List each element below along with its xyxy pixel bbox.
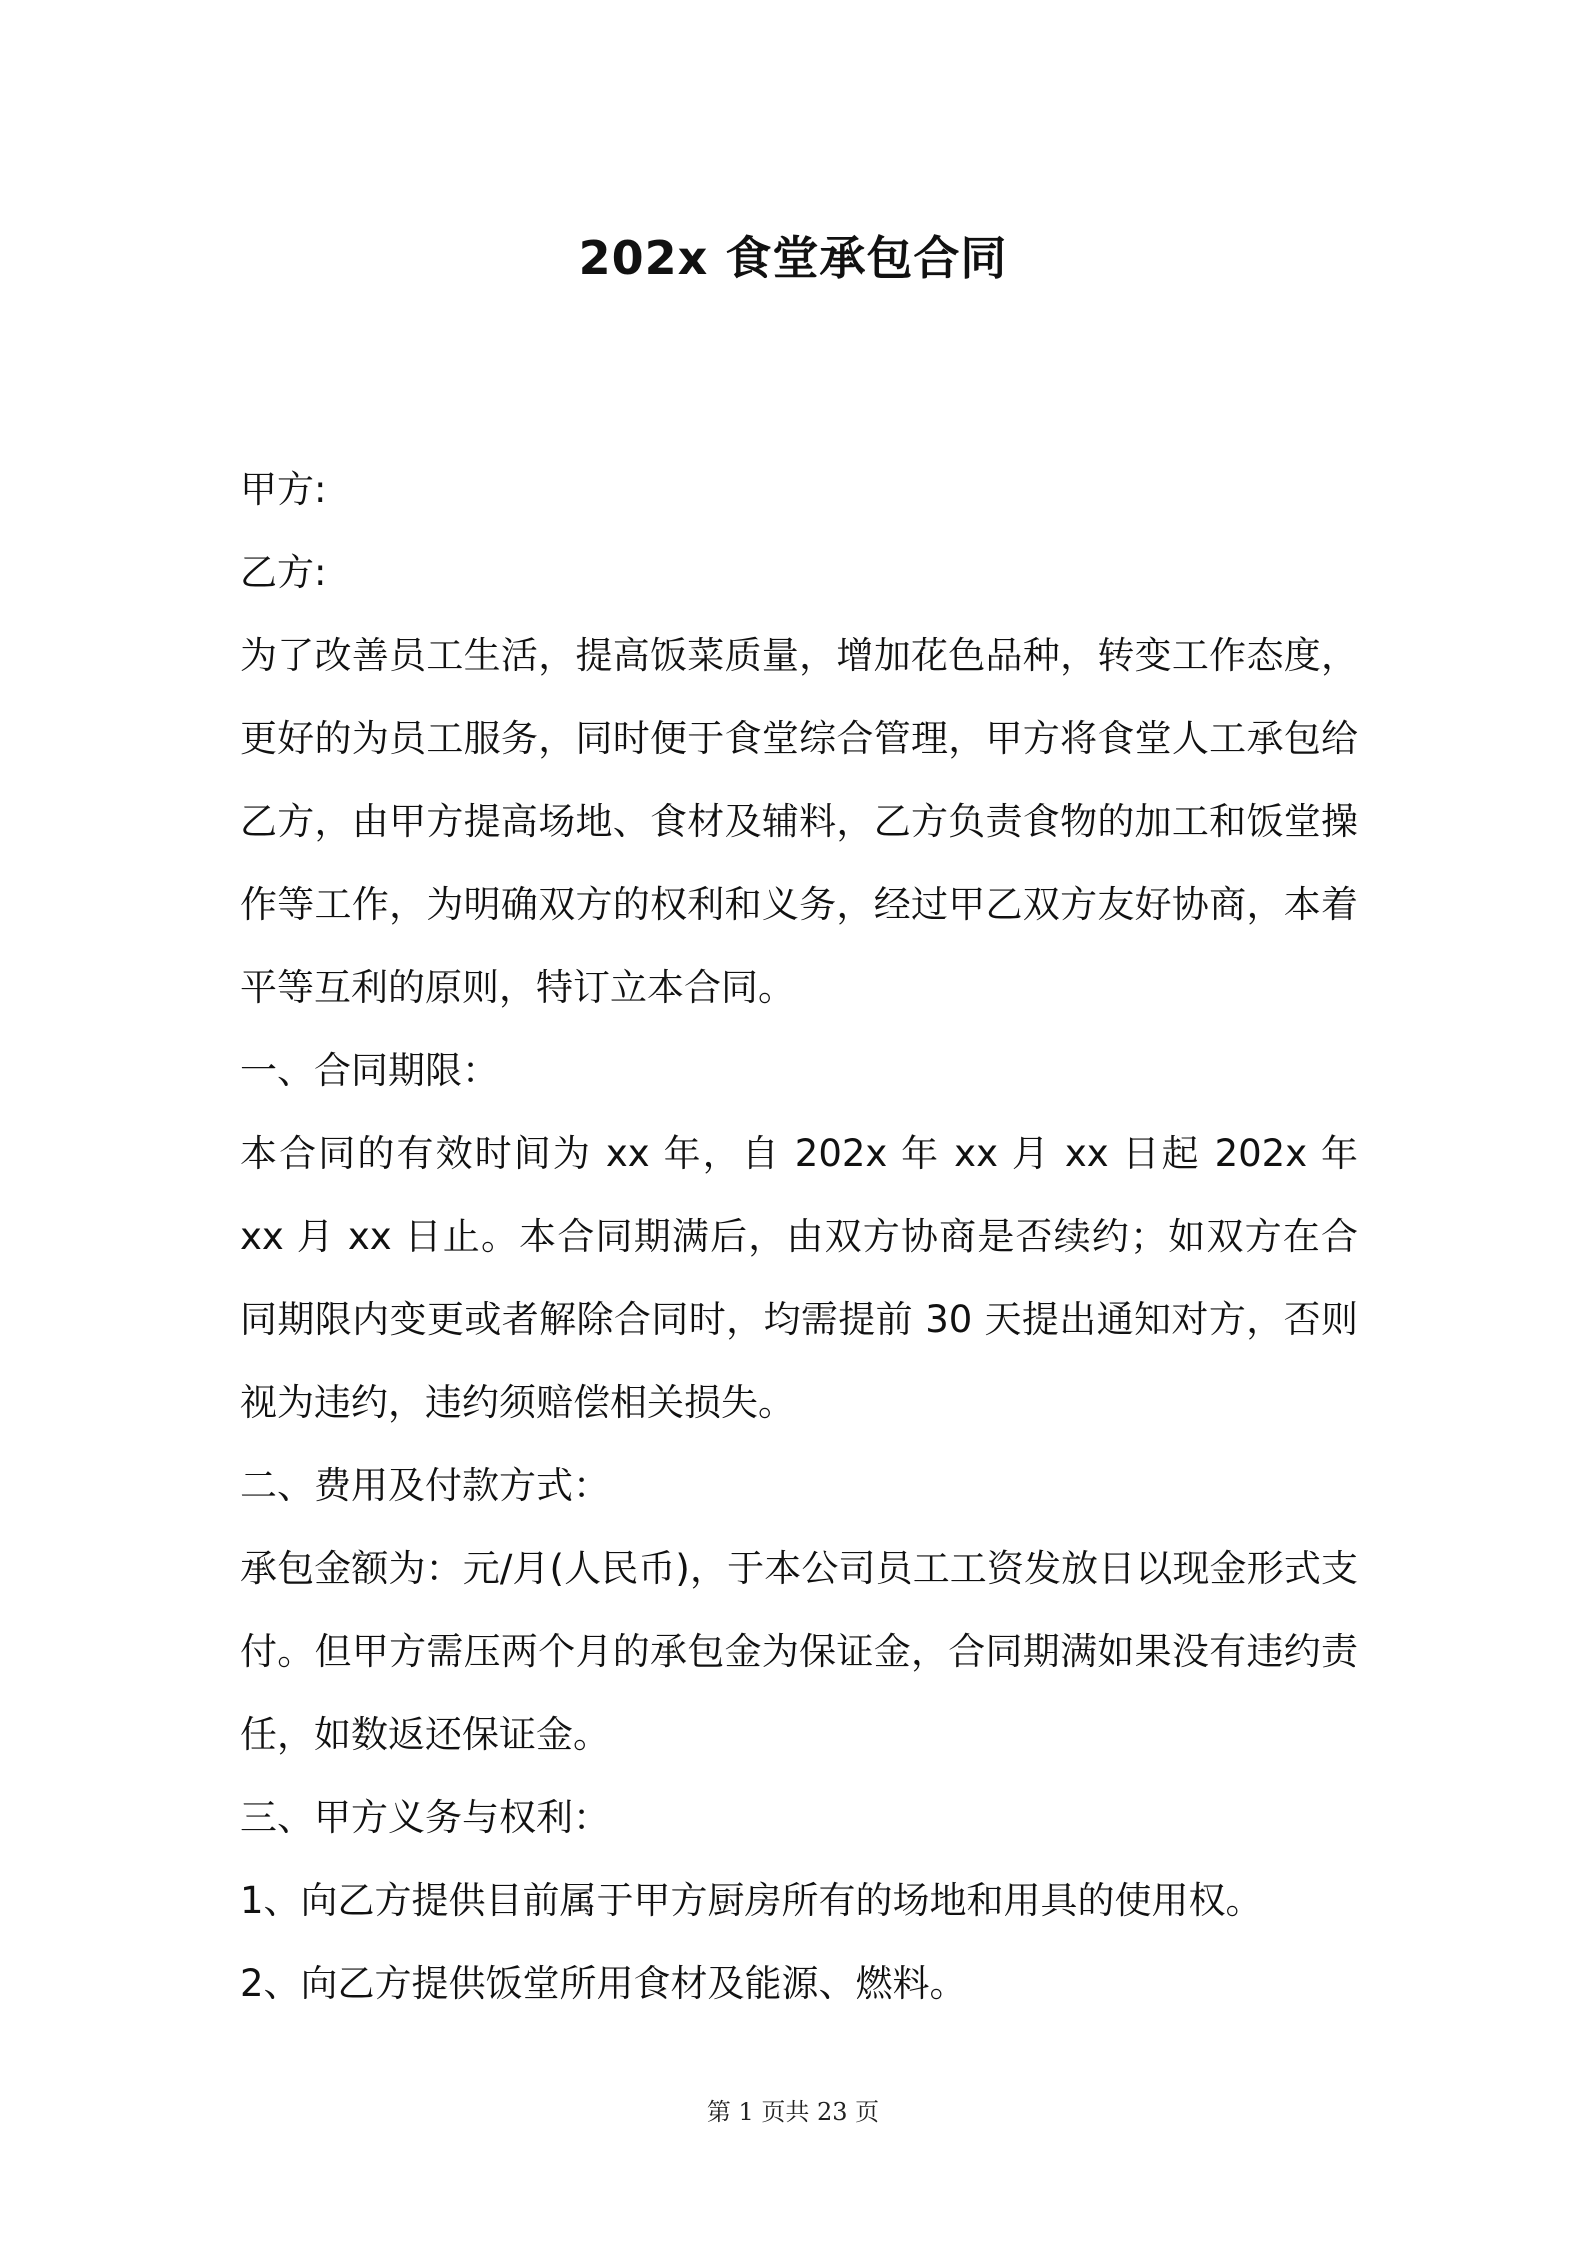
section-3-item-1: 1、向乙方提供目前属于甲方厨房所有的场地和用具的使用权。: [240, 1879, 1263, 1922]
section-2-heading: 二、费用及付款方式：: [240, 1464, 610, 1507]
party-a-label: 甲方:: [240, 468, 327, 511]
page-number-footer: 第 1 页共 23 页: [706, 2098, 880, 2126]
section-1-paragraph: 本合同的有效时间为 xx 年，自 202x 年 xx 月 xx 日起 202x 年 xx 月 xx 日止。本合同期满后，由双方协商是否续约；如双方在合同期限内变更或者解除合同时，均需提前 30 天提出通知对方，否则视为违约，违约须赔偿相关损失。: [240, 1132, 1358, 1424]
document-title: 202x 食堂承包合同: [578, 231, 1008, 285]
preamble-paragraph: 为了改善员工生活，提高饭菜质量，增加花色品种，转变工作态度，更好的为员工服务，同时便于食堂综合管理，甲方将食堂人工承包给乙方，由甲方提高场地、食材及辅料，乙方负责食物的加工和饭堂操作等工作，为明确双方的权利和义务，经过甲乙双方友好协商，本着平等互利的原则，特订立本合同。: [240, 634, 1358, 1009]
section-2-paragraph: 承包金额为：元/月(人民币)，于本公司员工工资发放日以现金形式支付。但甲方需压两个月的承包金为保证金，合同期满如果没有违约责任，如数返还保证金。: [240, 1547, 1358, 1756]
section-3-heading: 三、甲方义务与权利：: [240, 1796, 610, 1839]
section-1-heading: 一、合同期限：: [240, 1049, 499, 1092]
party-b-label: 乙方:: [240, 551, 327, 594]
section-3-item-2: 2、向乙方提供饭堂所用食材及能源、燃料。: [240, 1962, 967, 2005]
document-body: [240, 448, 1358, 2025]
